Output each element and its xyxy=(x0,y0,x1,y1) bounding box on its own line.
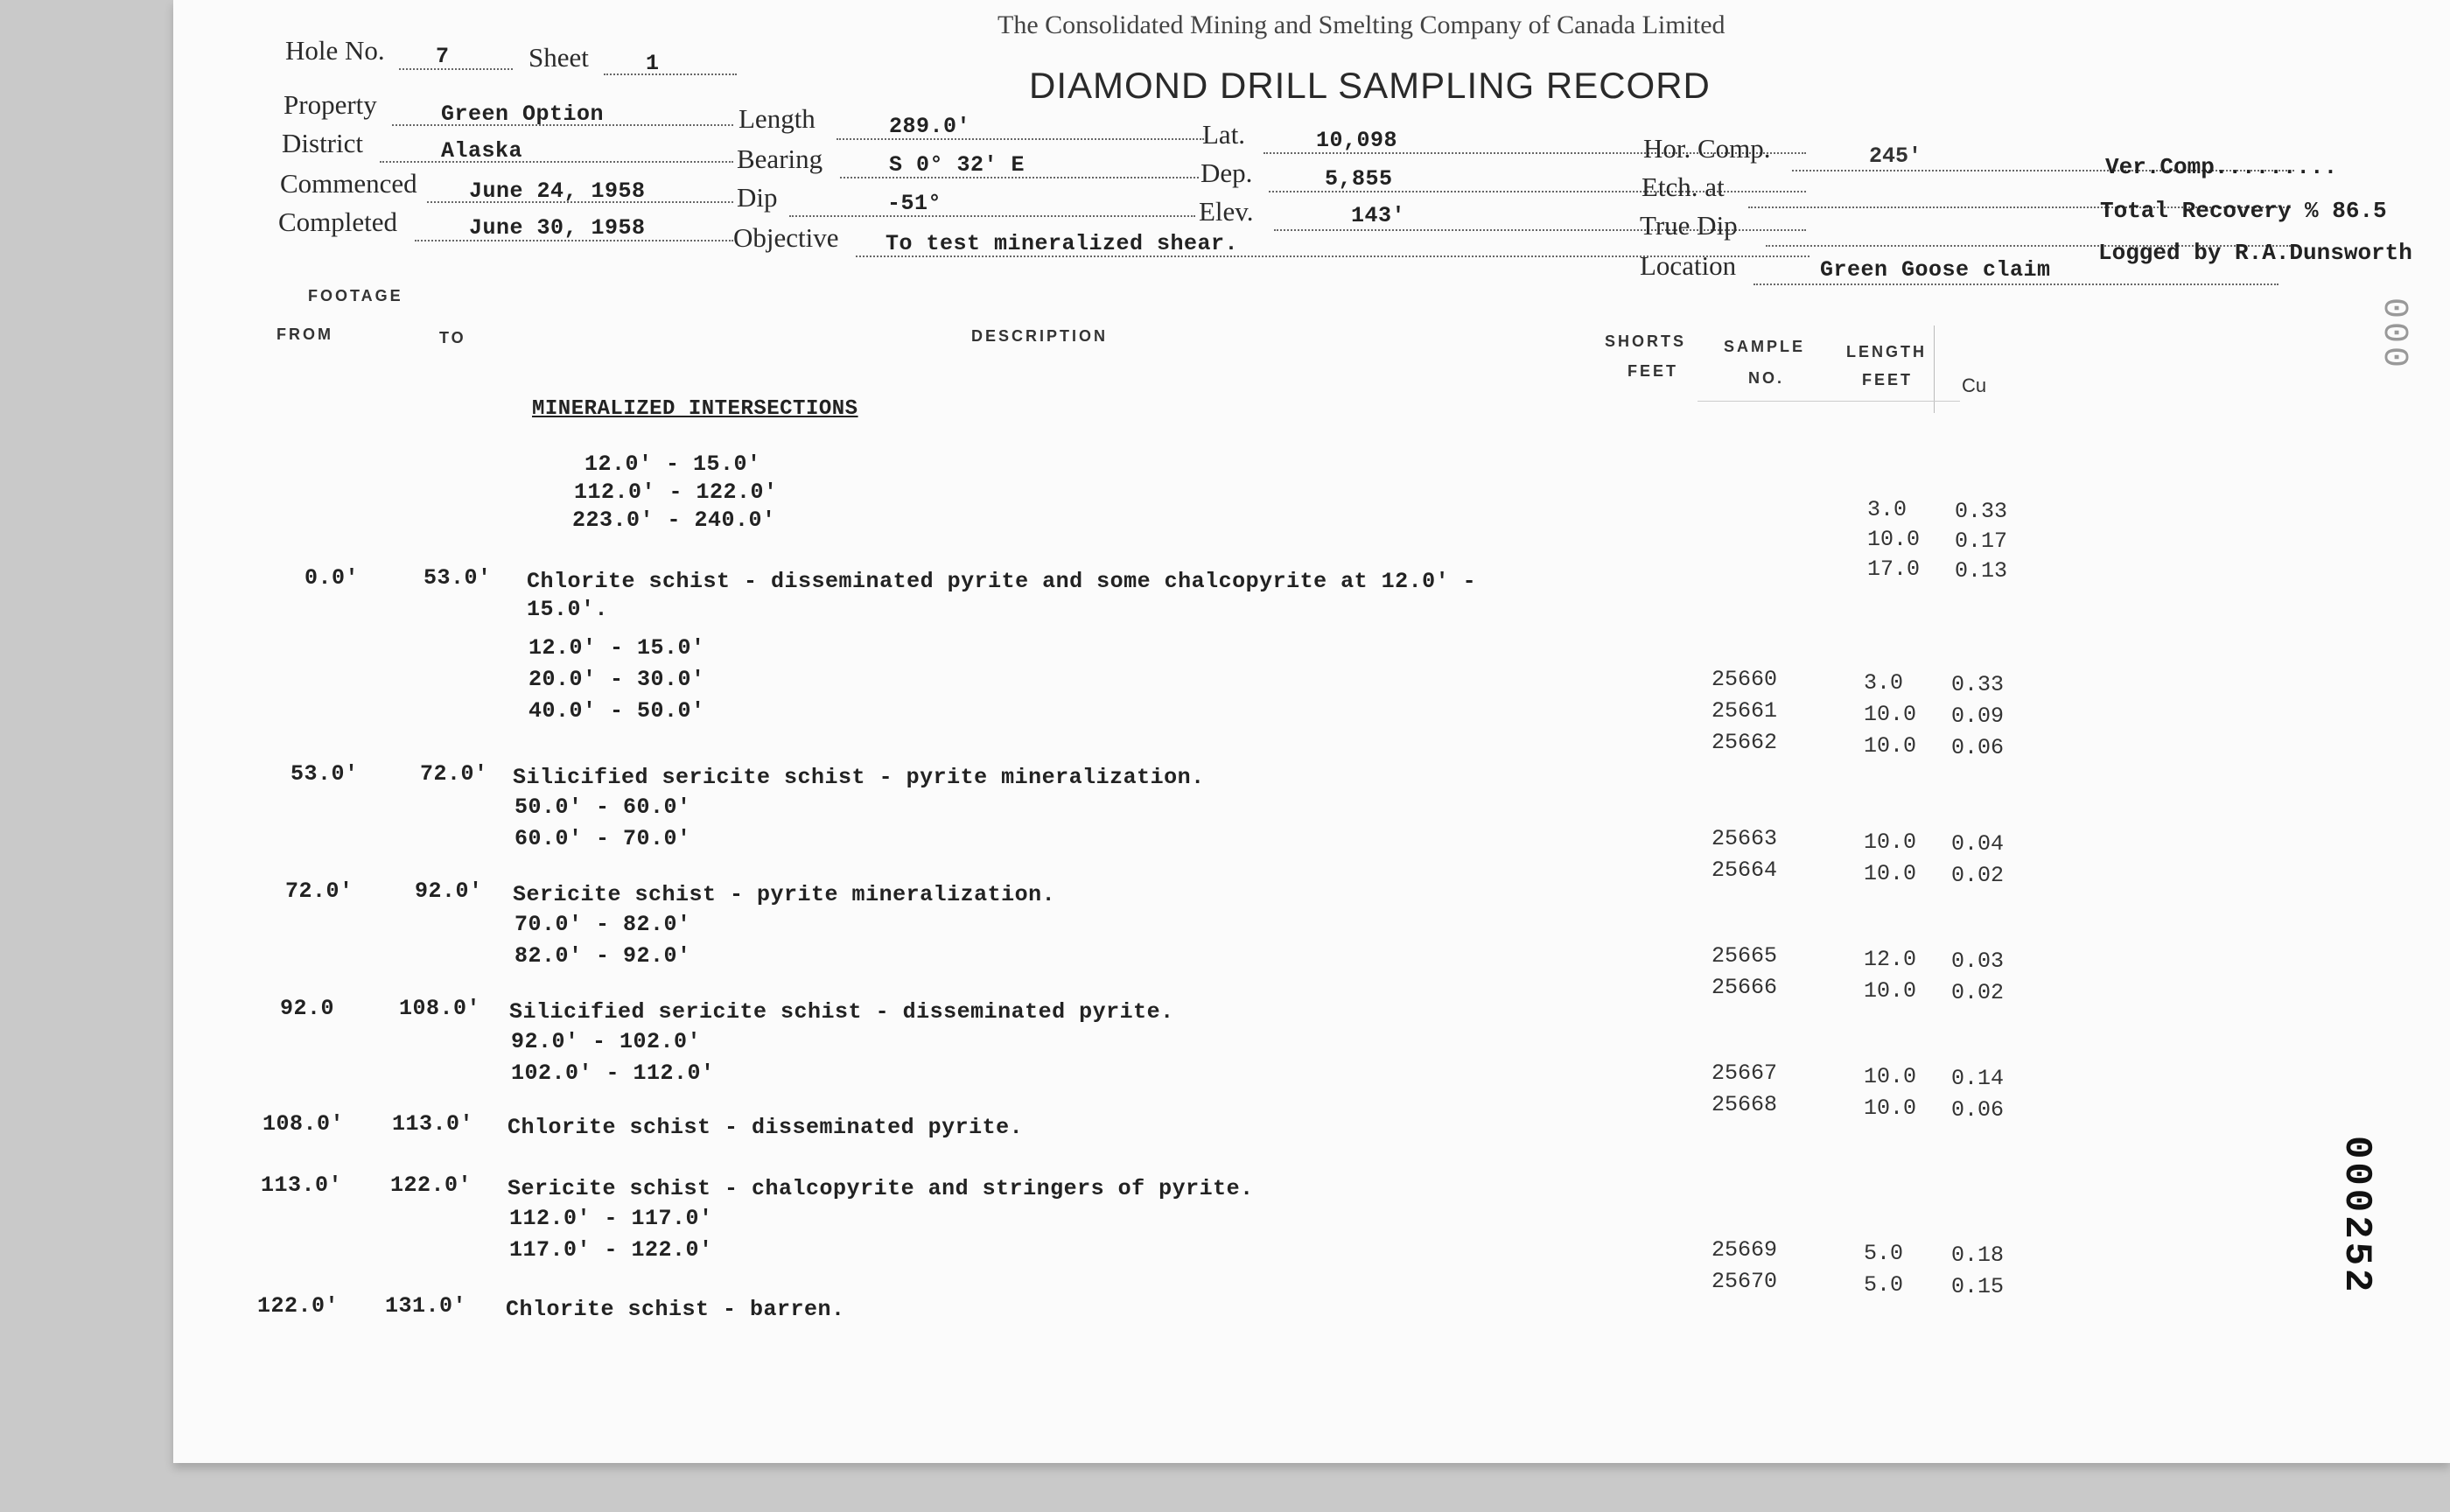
location-value: Green Goose claim xyxy=(1820,257,2051,283)
sample-number: 25665 xyxy=(1712,943,1778,969)
sample-range: 50.0' - 60.0' xyxy=(514,794,691,820)
district-value: Alaska xyxy=(441,138,523,164)
hole-no-label: Hole No. xyxy=(285,35,385,66)
interval-to: 113.0' xyxy=(392,1111,474,1137)
sheet-value: 1 xyxy=(646,51,660,76)
elev-value: 143' xyxy=(1351,203,1406,228)
interval-description: Sericite schist - pyrite mineralization. xyxy=(513,882,1056,907)
company-name: The Consolidated Mining and Smelting Company of Canada Limited xyxy=(998,10,1726,39)
sample-number: 25667 xyxy=(1712,1060,1778,1086)
district-line xyxy=(380,161,733,163)
sample-length: 10.0 xyxy=(1864,861,1917,886)
hor-comp-value: 245' xyxy=(1869,144,1922,169)
interval-to: 72.0' xyxy=(420,761,488,787)
intersection-range: 223.0' - 240.0' xyxy=(572,508,776,533)
sample-cu: 0.04 xyxy=(1951,831,2005,857)
intersection-cu: 0.13 xyxy=(1955,558,2008,584)
sample-cu: 0.06 xyxy=(1951,1097,2005,1123)
sample-cu: 0.33 xyxy=(1951,672,2005,697)
bearing-label: Bearing xyxy=(737,144,823,174)
total-recovery: Total Recovery % 86.5 xyxy=(2100,198,2387,224)
document-title: DIAMOND DRILL SAMPLING RECORD xyxy=(1029,65,1711,106)
sample-range: 92.0' - 102.0' xyxy=(511,1029,702,1054)
sample-number: 25668 xyxy=(1712,1092,1778,1117)
dip-label: Dip xyxy=(737,182,778,213)
intersection-cu: 0.17 xyxy=(1955,528,2008,554)
etch-label: Etch. at xyxy=(1642,172,1725,202)
location-line xyxy=(1754,284,2278,285)
sample-cu: 0.02 xyxy=(1951,863,2005,888)
sample-range: 60.0' - 70.0' xyxy=(514,826,691,851)
intersection-length: 10.0 xyxy=(1867,527,1921,552)
sample-number: 25663 xyxy=(1712,826,1778,851)
sample-cu: 0.09 xyxy=(1951,704,2005,729)
sample-length: 10.0 xyxy=(1864,1096,1917,1121)
interval-to: 131.0' xyxy=(385,1293,467,1319)
sample-heading: SAMPLE xyxy=(1724,338,1806,355)
sample-range: 70.0' - 82.0' xyxy=(514,912,691,937)
hor-comp-label: Hor. Comp. xyxy=(1643,133,1771,164)
interval-description: Chlorite schist - barren. xyxy=(506,1297,845,1322)
length-feet-heading: FEET xyxy=(1862,371,1914,388)
shorts-feet-heading: FEET xyxy=(1628,362,1679,380)
intersection-range: 112.0' - 122.0' xyxy=(574,480,778,505)
sample-length: 5.0 xyxy=(1864,1241,1904,1266)
sample-number: 25670 xyxy=(1712,1269,1778,1294)
interval-from: 92.0 xyxy=(280,996,335,1021)
cu-heading: Cu xyxy=(1962,374,1987,396)
sample-number: 25662 xyxy=(1712,730,1778,755)
interval-from: 72.0' xyxy=(285,878,354,904)
sample-length: 10.0 xyxy=(1864,1064,1917,1089)
lat-label: Lat. xyxy=(1202,119,1246,150)
sample-cu: 0.18 xyxy=(1951,1242,2005,1268)
interval-description: Chlorite schist - disseminated pyrite and some chalcopyrite at 12.0' - xyxy=(527,569,1477,594)
interval-to: 108.0' xyxy=(399,996,481,1021)
sample-number: 25661 xyxy=(1712,698,1778,724)
sample-cu: 0.02 xyxy=(1951,980,2005,1005)
hole-no-value: 7 xyxy=(436,44,450,69)
sample-column-rule xyxy=(1698,401,1960,402)
faint-page-number: 000 xyxy=(2374,298,2413,372)
dep-value: 5,855 xyxy=(1325,166,1393,192)
sample-range: 82.0' - 92.0' xyxy=(514,943,691,969)
drill-record-sheet xyxy=(173,0,2450,1463)
interval-from: 108.0' xyxy=(262,1111,345,1137)
ver-comp: Ver.Comp......... xyxy=(2105,154,2338,180)
sample-range: 117.0' - 122.0' xyxy=(509,1237,713,1263)
sample-length: 12.0 xyxy=(1864,947,1917,972)
sample-length: 5.0 xyxy=(1864,1272,1904,1298)
hole-no-line xyxy=(399,68,513,70)
footage-heading: FOOTAGE xyxy=(308,287,403,304)
logged-by: Logged by R.A.Dunsworth xyxy=(2098,240,2412,266)
interval-description: Chlorite schist - disseminated pyrite. xyxy=(508,1115,1024,1140)
sample-range: 102.0' - 112.0' xyxy=(511,1060,715,1086)
sample-cu: 0.03 xyxy=(1951,948,2005,974)
sample-range: 20.0' - 30.0' xyxy=(528,667,705,692)
commenced-value: June 24, 1958 xyxy=(469,178,646,204)
intersection-cu: 0.33 xyxy=(1955,499,2008,524)
sample-cu: 0.14 xyxy=(1951,1066,2005,1091)
objective-value: To test mineralized shear. xyxy=(886,231,1239,256)
sample-length: 10.0 xyxy=(1864,830,1917,855)
sample-number: 25664 xyxy=(1712,858,1778,883)
intersection-length: 17.0 xyxy=(1867,556,1921,582)
objective-label: Objective xyxy=(733,222,839,253)
shorts-heading: SHORTS xyxy=(1605,332,1687,350)
sheet-label: Sheet xyxy=(528,42,589,73)
elev-label: Elev. xyxy=(1199,196,1254,227)
sample-length: 3.0 xyxy=(1864,670,1904,696)
intersections-heading: MINERALIZED INTERSECTIONS xyxy=(532,397,858,421)
description-heading: DESCRIPTION xyxy=(971,327,1109,345)
true-dip-label: True Dip xyxy=(1640,210,1738,241)
sample-range: 112.0' - 117.0' xyxy=(509,1206,713,1231)
interval-from: 0.0' xyxy=(304,565,360,591)
interval-from: 113.0' xyxy=(261,1172,343,1198)
intersection-range: 12.0' - 15.0' xyxy=(584,452,761,477)
sample-cu: 0.06 xyxy=(1951,735,2005,760)
interval-to: 92.0' xyxy=(415,878,483,904)
length-column-rule xyxy=(1934,326,1935,413)
commenced-label: Commenced xyxy=(280,168,417,199)
sample-number: 25660 xyxy=(1712,667,1778,692)
sample-range: 12.0' - 15.0' xyxy=(528,635,705,661)
bearing-value: S 0° 32' E xyxy=(889,152,1026,178)
interval-from: 122.0' xyxy=(257,1293,340,1319)
interval-description: Silicified sericite schist - pyrite mineralization. xyxy=(513,765,1205,790)
interval-to: 122.0' xyxy=(390,1172,472,1198)
sample-length: 10.0 xyxy=(1864,702,1917,727)
dip-line xyxy=(789,215,1195,217)
lat-value: 10,098 xyxy=(1316,128,1398,153)
sample-length: 10.0 xyxy=(1864,733,1917,759)
page-number: 000252 xyxy=(2334,1136,2378,1296)
length-heading: LENGTH xyxy=(1846,343,1927,360)
sheet-line xyxy=(604,74,737,75)
sample-no-heading: NO. xyxy=(1748,369,1785,387)
sample-length: 10.0 xyxy=(1864,978,1917,1004)
to-heading: TO xyxy=(439,329,466,346)
sample-cu: 0.15 xyxy=(1951,1274,2005,1299)
completed-value: June 30, 1958 xyxy=(469,215,646,241)
interval-description-cont: 15.0'. xyxy=(527,597,609,622)
interval-description: Silicified sericite schist - disseminated pyrite. xyxy=(509,999,1174,1025)
location-label: Location xyxy=(1640,250,1737,281)
interval-from: 53.0' xyxy=(290,761,359,787)
interval-description: Sericite schist - chalcopyrite and stringers of pyrite. xyxy=(508,1176,1254,1201)
intersection-length: 3.0 xyxy=(1867,497,1908,522)
sample-number: 25669 xyxy=(1712,1237,1778,1263)
length-label: Length xyxy=(738,103,816,134)
interval-to: 53.0' xyxy=(424,565,492,591)
sample-range: 40.0' - 50.0' xyxy=(528,698,705,724)
property-value: Green Option xyxy=(441,102,605,127)
dip-value: -51° xyxy=(887,191,942,216)
dep-label: Dep. xyxy=(1200,158,1253,188)
from-heading: FROM xyxy=(276,326,333,343)
length-value: 289.0' xyxy=(889,114,971,139)
completed-label: Completed xyxy=(278,206,398,237)
sample-number: 25666 xyxy=(1712,975,1778,1000)
district-label: District xyxy=(282,128,363,158)
property-label: Property xyxy=(284,89,377,120)
